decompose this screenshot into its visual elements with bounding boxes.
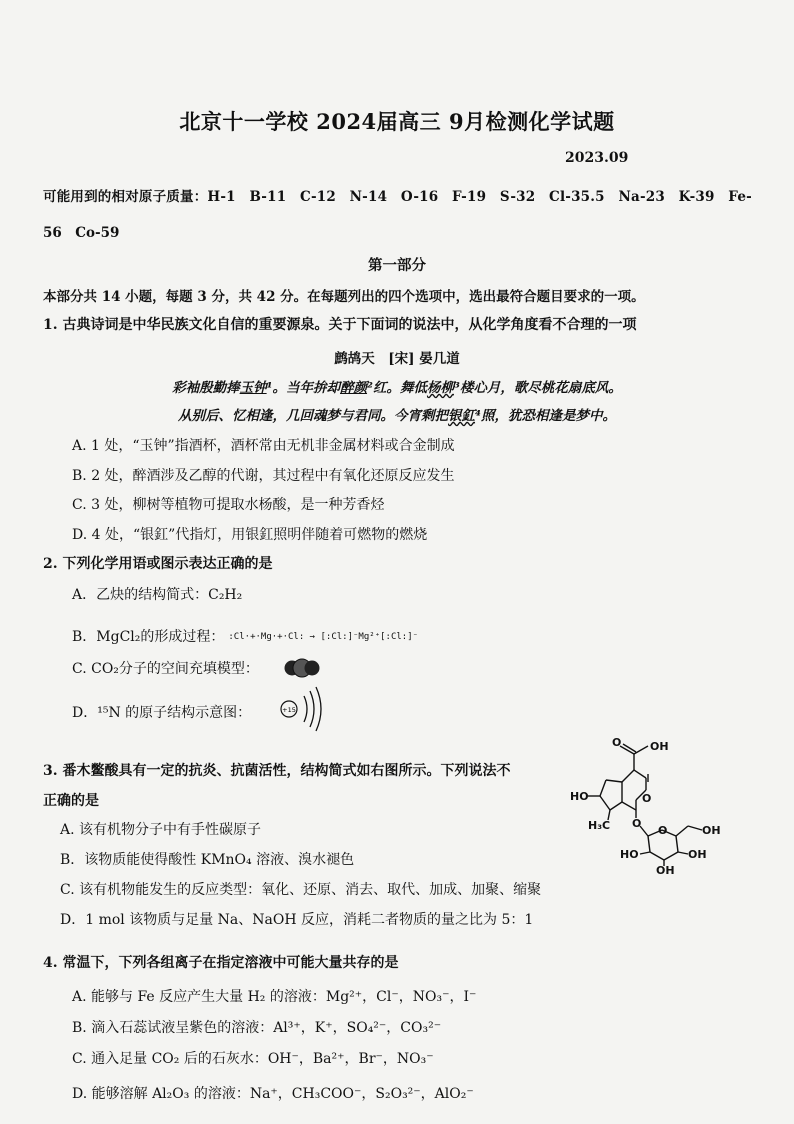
o-atom-right [305, 661, 320, 676]
bond [610, 802, 622, 810]
exam-date: 2023.09 [565, 150, 629, 166]
page-title: 北京十一学校 2024届高三 9月检测化学试题 [179, 109, 615, 134]
q2-option-d: D．¹⁵N 的原子结构示意图： [72, 705, 252, 721]
electron-shell-3 [316, 687, 321, 731]
n15-atom-diagram [276, 684, 326, 734]
loganic-acid-structure [562, 726, 732, 876]
atomic-mass-line-2: 56 Co-59 [43, 225, 120, 241]
q1-option-d: D. 4 处，“银釭”代指灯，用银釭照明伴随着可燃物的燃烧 [72, 527, 428, 543]
q1-option-a: A. 1 处，“玉钟”指酒杯，酒杯常由无机非金属材料或合金制成 [72, 438, 455, 454]
bond [634, 770, 646, 778]
label-oh-bottom-right: OH [688, 848, 707, 861]
bond [622, 802, 636, 810]
bond [648, 836, 650, 852]
part-title: 第一部分 [368, 257, 426, 274]
q1-stem: 1. 古典诗词是中华民族文化自信的重要源泉。关于下面词的说法中，从化学角度看不合理的一项 [43, 317, 637, 333]
poem-note-1: 玉钟 [239, 380, 267, 396]
poem-text: ¹。当年拚却 [266, 380, 341, 396]
nucleus-charge: +15 [282, 706, 296, 714]
label-o-sugar: O [658, 824, 668, 837]
q4-option-b: B. 滴入石蕊试液呈紫色的溶液：Al³⁺，K⁺，SO₄²⁻，CO₃²⁻ [72, 1020, 442, 1036]
atomic-mass-line-1: 可能用到的相对原子质量：H-1 B-11 C-12 N-14 O-16 F-19 S-32 Cl-35.5 Na-23 K-39 Fe- [43, 189, 752, 205]
label-oh-right: OH [702, 824, 721, 837]
poem-text: ²红。舞低 [367, 380, 427, 396]
poem-text: ³楼心月，歌尽桃花扇底风。 [453, 380, 622, 396]
q1-poem-title: 鹧鸪天 [宋] 晏几道 [334, 351, 460, 367]
bond [676, 826, 688, 836]
q3-option-b: B．该物质能使得酸性 KMnO₄ 溶液、溴水褪色 [60, 852, 355, 868]
bond [678, 852, 688, 854]
q3-stem-line-2: 正确的是 [43, 793, 99, 809]
bond [640, 852, 650, 854]
bond [634, 746, 648, 754]
label-o-link: O [632, 817, 642, 830]
electron-shell-2 [310, 691, 314, 727]
poem-note-3: 杨柳 [426, 380, 454, 396]
poem-text: ⁴照，犹恐相逢是梦中。 [475, 408, 616, 424]
q4-stem: 4. 常温下，下列各组离子在指定溶液中可能大量共存的是 [43, 955, 399, 971]
mgcl2-formation-formula: :Cl·+·Mg·+·Cl: → [:Cl:]⁻Mg²⁺[:Cl:]⁻ [228, 632, 419, 642]
co2-space-filling-model [282, 658, 324, 678]
poem-note-4: 银釭 [448, 408, 476, 424]
label-ho-bottom-left: HO [620, 848, 639, 861]
bond [664, 852, 678, 860]
label-oh-bottom: OH [656, 864, 675, 876]
bond [600, 796, 610, 810]
label-ho-left: HO [570, 790, 589, 803]
q1-poem-line-1 [0, 376, 794, 396]
poem-note-2: 醉颜 [340, 380, 368, 396]
poem-text: 彩袖殷勤捧 [172, 380, 240, 396]
q2-option-c: C. CO₂分子的空间充填模型： [72, 661, 259, 677]
q1-poem-line-2 [0, 404, 794, 424]
q2-option-b-label: B．MgCl₂的形成过程： [72, 629, 225, 645]
q3-option-d: D．1 mol 该物质与足量 Na、NaOH 反应，消耗二者物质的量之比为 5：1 [60, 912, 534, 928]
bond [688, 826, 702, 830]
poem-text: 从别后、忆相逢，几回魂梦与君同。今宵剩把 [178, 408, 449, 424]
q1-option-c: C. 3 处，柳树等植物可提取水杨酸，是一种芳香烃 [72, 497, 385, 513]
q3-stem-line-1: 3. 番木鳖酸具有一定的抗炎、抗菌活性，结构简式如右图所示。下列说法不 [43, 763, 511, 779]
q2-option-a: A．乙炔的结构简式：C₂H₂ [72, 587, 243, 603]
bond [606, 780, 622, 782]
bond [600, 780, 606, 796]
label-o-ring: O [642, 792, 652, 805]
q3-option-c: C. 该有机物能发生的反应类型：氧化、还原、消去、取代、加成、加聚、缩聚 [60, 882, 542, 898]
label-oh-top: OH [650, 740, 669, 753]
q4-option-c: C. 通入足量 CO₂ 后的石灰水：OH⁻，Ba²⁺，Br⁻，NO₃⁻ [72, 1051, 434, 1067]
bond [650, 852, 664, 860]
q2-stem: 2. 下列化学用语或图示表达正确的是 [43, 556, 273, 572]
bond [622, 770, 634, 782]
q1-option-b: B. 2 处，醉酒涉及乙醇的代谢，其过程中有氧化还原反应发生 [72, 468, 455, 484]
q3-option-a: A. 该有机物分子中有手性碳原子 [60, 822, 262, 838]
label-h3c: H₃C [588, 819, 611, 832]
bond [676, 836, 678, 852]
label-o-top: O [612, 736, 622, 749]
electron-shell-1 [304, 696, 307, 722]
q2-option-b [72, 626, 418, 646]
q4-option-d: D. 能够溶解 Al₂O₃ 的溶液：Na⁺，CH₃COO⁻，S₂O₃²⁻，AlO₂⁻ [72, 1086, 474, 1102]
q4-option-a: A. 能够与 Fe 反应产生大量 H₂ 的溶液：Mg²⁺，Cl⁻，NO₃⁻，I⁻ [72, 989, 477, 1005]
part-intro: 本部分共 14 小题，每题 3 分，共 42 分。在每题列出的四个选项中，选出最符合题目要求的一项。 [43, 289, 645, 305]
